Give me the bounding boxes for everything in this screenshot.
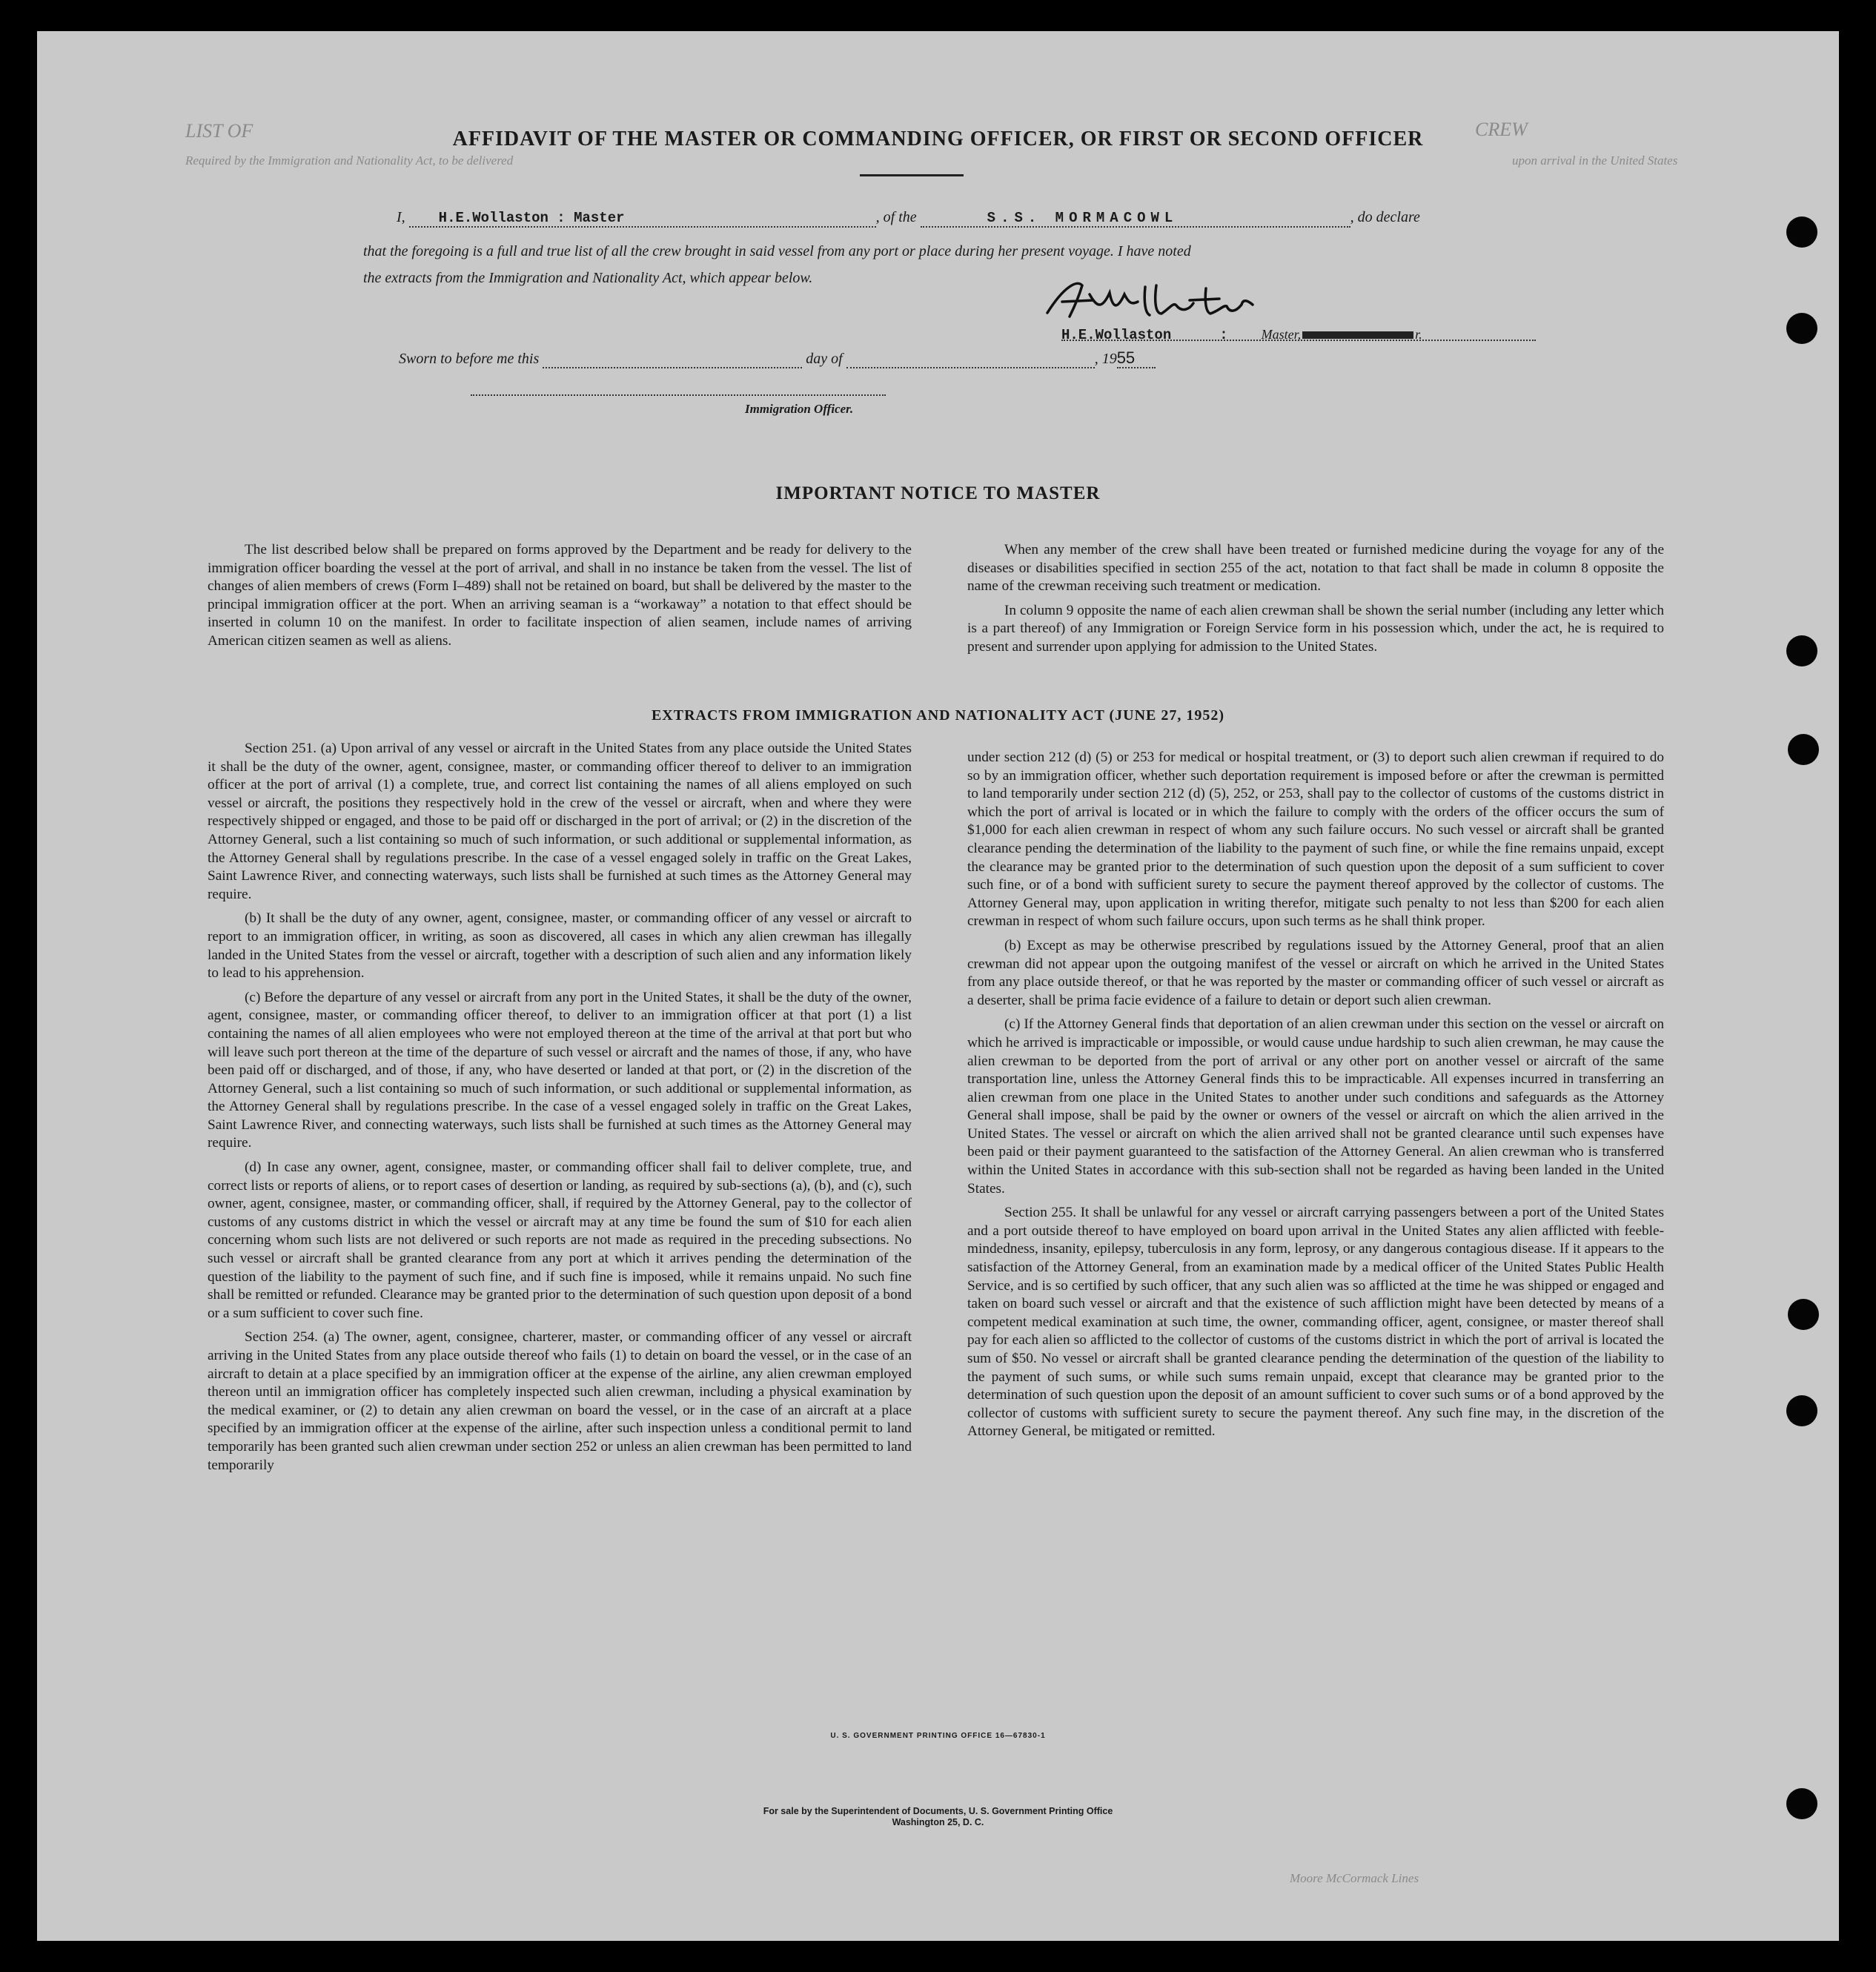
- do-declare-label: , do declare: [1350, 209, 1420, 225]
- notice-paragraph: The list described below shall be prepared on forms approved by the Department and be ready for delivery to the immigration officer boarding the vessel at the port of arrival, and shall in no instance be taken from the vessel. The list of changes of alien members of crews (Form I–489) shall not be retained on board, but shall be delivered by the master to the principal immigration officer at the port. When an arriving seaman is a “workaway” a notation to that effect should be inserted in column 10 on the manifest. In order to facilitate inspection of alien seamen, include names of arriving American citizen seamen as well as aliens.: [208, 542, 912, 649]
- punch-hole: [1786, 313, 1817, 344]
- sworn-prefix: Sworn to before me this: [399, 351, 540, 367]
- for-sale-line-1: For sale by the Superintendent of Documents, U. S. Government Printing Office: [763, 1806, 1113, 1816]
- signed-separator: :: [1219, 327, 1228, 343]
- punch-hole: [1788, 1299, 1819, 1330]
- day-of-label: day of: [806, 351, 843, 367]
- affidavit-line-1: [397, 209, 1420, 228]
- gpo-code: U. S. GOVERNMENT PRINTING OFFICE 16—67830-1: [830, 1732, 1046, 1740]
- sworn-line: [399, 348, 1156, 368]
- sworn-year: 55: [1117, 348, 1156, 368]
- of-the-label: , of the: [875, 209, 917, 225]
- year-prefix: , 19: [1094, 351, 1117, 367]
- officer-label: Immigration Officer.: [745, 402, 854, 416]
- affidavit-title: AFFIDAVIT OF THE MASTER OR COMMANDING OFFICER, OR FIRST OR SECOND OFFICER: [452, 128, 1424, 150]
- sworn-day-blank[interactable]: [543, 354, 802, 368]
- signature-line: [1061, 340, 1536, 341]
- affidavit-line-2: that the foregoing is a full and true list of all the crew brought in said vessel from any port or place during her present voyage. I have noted: [363, 243, 1191, 259]
- notice-paragraph: When any member of the crew shall have been treated or furnished medicine during the voyage for any of the diseases or disabilities specified in section 255 of the act, notation to that fact shall be made in column 8 opposite the name of the crewman receiving such treatment or medication.: [967, 542, 1664, 595]
- declarant-prefix: I,: [397, 209, 405, 225]
- bleed-through-right-sub: upon arrival in the United States: [1512, 153, 1678, 168]
- sworn-month-blank[interactable]: [846, 354, 1095, 368]
- section-251d: (d) In case any owner, agent, consignee, master, or commanding officer shall fail to deliver complete, true, and correct lists or reports of aliens, or to report cases of desertion or landing, as required by sub-sections (a), (b), and (c), such owner, agent, consignee, master, or commanding officer, shall, if required by the Attorney General, pay to the collector of customs of any customs district in which the vessel or aircraft may at any time be found the sum of $10 for each alien concerning whom such lists are not delivered or such reports are not made as required in the preceding subsections. No such vessel or aircraft shall be granted clearance from any port at which it arrives pending the determination of the question of the liability to the payment of such fine, and if such fine is imposed, while it remains unpaid. No such fine shall be remitted or refunded. Clearance may be granted prior to the determination of such question upon deposit of a bond or a sum sufficient to cover such fine.: [208, 1159, 912, 1321]
- notice-title: IMPORTANT NOTICE TO MASTER: [775, 483, 1101, 503]
- document-page: [37, 31, 1839, 1941]
- signed-title-end: r.: [1415, 327, 1422, 342]
- title-rule: [860, 174, 964, 176]
- section-254a-continued: under section 212 (d) (5) or 253 for medical or hospital treatment, or (3) to deport such alien crewman if required to do so by an immigration officer, whether such deportation requirement is imposed before or after the crewman is permitted to land temporarily under section 212 (d) (5), 252, or 253, shall pay to the collector of customs of the customs district in which the port of arrival is located or in which the failure to comply with the orders of the officer occurs the sum of $1,000 for each alien crewman in respect of whom any such failure occurs. No such vessel or aircraft shall be granted clearance pending the determination of the liability to the payment of such fine, or while the fine remains unpaid, except the clearance may be granted prior to the determination of such question upon the deposit of a sum sufficient to cover such fine, or of a bond with sufficient surety to secure the payment thereof approved by the collector of customs. The Attorney General may, upon application in writing therefor, mitigate such penalty to not less than $200 for each alien crewman in respect of whom such failure occurs, upon such terms as he shall think proper.: [967, 750, 1664, 930]
- section-251a: Section 251. (a) Upon arrival of any vessel or aircraft in the United States from any place outside the United States it shall be the duty of the owner, agent, consignee, master, or commanding officer thereof to deliver to an immigration officer at the port of arrival (1) a complete, true, and correct list containing the names of all aliens employed on such vessel or aircraft, the positions they respectively hold in the crew of the vessel or aircraft, when and where they were respectively shipped or engaged, and those to be paid off or discharged in the port of arrival; or (2) in the discretion of the Attorney General, such a list containing so much of such information, or such additional or supplemental information, as the Attorney General shall by regulations prescribe. In the case of a vessel engaged solely in traffic on the Great Lakes, Saint Lawrence River, and connecting waterways, such lists shall be furnished at such times as the Attorney General may require.: [208, 741, 912, 902]
- extracts-title: EXTRACTS FROM IMMIGRATION AND NATIONALITY ACT (JUNE 27, 1952): [651, 707, 1225, 724]
- section-254b: (b) Except as may be otherwise prescribed by regulations issued by the Attorney General, proof that an alien crewman did not appear upon the outgoing manifest of the vessel or aircraft on which he arrived in the United States from any place outside thereof, or that he was reported by the master or commanding officer of such vessel or aircraft as a deserter, shall be prima facie evidence of a failure to detain or deport such alien crewman.: [967, 937, 1664, 1008]
- section-254c: (c) If the Attorney General finds that deportation of an alien crewman under this section on the vessel or aircraft on which he arrived is impracticable or impossible, or would cause undue hardship to such alien crewman, he may cause the alien crewman to be deported from the port of arrival or any other port on another vessel or aircraft of the same transportation line, unless the Attorney General finds this to be impracticable. All expenses incurred in transferring an alien crewman from one place in the United States to another under such conditions and safeguards as the Attorney General shall impose, shall be paid by the owner or owners of the vessel or aircraft on which the alien arrived in the United States. The vessel or aircraft on which the alien arrived shall not be granted clearance until such expenses have been paid or their payment guaranteed to the satisfaction of the Attorney General. An alien crewman who is transferred within the United States in accordance with this sub-section shall not be regarded as having been landed in the United States.: [967, 1016, 1664, 1197]
- bleed-through-left-sub: Required by the Immigration and Nationality Act, to be delivered: [185, 153, 514, 168]
- bleed-through-left-header: LIST OF: [185, 120, 253, 142]
- notice-right-column: [967, 541, 1664, 657]
- punch-hole: [1788, 734, 1819, 765]
- signed-name: H.E.Wollaston: [1061, 327, 1172, 343]
- signed-title: Master,: [1261, 327, 1302, 342]
- act-left-column: [208, 740, 912, 1475]
- bleed-through-bottom: Moore McCormack Lines: [1290, 1871, 1419, 1885]
- vessel-name-field: S.S. MORMACOWL: [921, 210, 1350, 228]
- section-251c: (c) Before the departure of any vessel or aircraft from any port in the United States, it shall be the duty of the owner, agent, consignee, master, or commanding officer thereof, to deliver to an immigration officer at that port (1) a list containing the names of all alien employees who were not employed thereon at the time of the arrival at that port but who will leave such port thereon at the time of the departure of such vessel or aircraft and the names of those, if any, who have been paid off or discharged, and of those, if any, who have deserted or landed at that port, or (2) in the discretion of the Attorney General, such a list containing so much of such information, or such additional or supplemental information, as the Attorney General shall by regulations prescribe. In the case of a vessel engaged solely in traffic on the Great Lakes, Saint Lawrence River, and connecting waterways, such lists shall be furnished at such times as the Attorney General may require.: [208, 989, 912, 1151]
- punch-hole: [1786, 1395, 1817, 1426]
- officer-signature-line[interactable]: [471, 394, 886, 396]
- for-sale-notice: [37, 1806, 1839, 1828]
- for-sale-line-2: Washington 25, D. C.: [892, 1817, 984, 1827]
- punch-hole: [1786, 216, 1817, 248]
- punch-hole: [1786, 635, 1817, 666]
- section-255: Section 255. It shall be unlawful for any vessel or aircraft carrying passengers between a port of the United States and a port outside thereof to have employed on board upon arrival in the United States any alien afflicted with feeble-mindedness, insanity, epilepsy, tuberculosis in any form, leprosy, or any dangerous contagious disease. If it appears to the satisfaction of the Attorney General, from an examination made by a medical officer of the United States Public Health Service, and is so certified by such officer, that any such alien was so afflicted at the time he was shipped or engaged and taken on board such vessel or aircraft and that the existence of such affliction might have been detected by means of a competent medical examination at such time, the owner, commanding officer, agent, consignee, or master thereof shall pay for each alien so afflicted to the collector of customs of the customs district in which the port of arrival is located the sum of $50. No vessel or aircraft shall be granted clearance pending the determination of the question of the liability to the payment of such sums, or while such sums remain unpaid, except that clearance may be granted prior to the determination of such question upon the deposit of an amount sufficient to cover such sums or of a bond approved by the collector of customs with sufficient surety to secure the payment thereof. Any such fine may, in the discretion of the Attorney General, be mitigated or remitted.: [967, 1205, 1664, 1440]
- notice-paragraph: In column 9 opposite the name of each alien crewman shall be shown the serial number (including any letter which is a part thereof) of any Immigration or Foreign Service form in his possession which, under the act, he is required to present and surrender upon applying for admission to the United States.: [967, 602, 1664, 655]
- section-254a: Section 254. (a) The owner, agent, consignee, charterer, master, or commanding officer of any vessel or aircraft arriving in the United States from any place outside thereof who fails (1) to detain on board the vessel, or in the case of an aircraft to detain at a place specified by an immigration officer at the expense of the airline, any alien crewman employed thereon until an immigration officer has completely inspected such alien crewman, including a physical examination by the medical examiner, or (2) to detain any alien crewman on board the vessel, or in the case of an aircraft at a place specified by an immigration officer at the expense of the airline, after such inspection unless a conditional permit to land temporarily has been granted such alien crewman under section 252 or unless an alien crewman has been permitted to land temporarily: [208, 1329, 912, 1473]
- act-right-column: [967, 749, 1664, 1441]
- section-251b: (b) It shall be the duty of any owner, agent, consignee, master, or commanding officer of any vessel or aircraft to report to an immigration officer, in writing, as soon as discovered, all cases in which any alien crewman has illegally landed in the United States from the vessel or aircraft, together with a description of such alien and any information likely to lead to his apprehension.: [208, 910, 912, 982]
- struck-through-text: [1302, 331, 1413, 339]
- bleed-through-right-header: CREW: [1475, 119, 1528, 140]
- notice-left-column: [208, 541, 912, 651]
- punch-hole: [1786, 1788, 1817, 1819]
- declarant-field: H.E.Wollaston : Master: [409, 210, 876, 228]
- affidavit-line-3: the extracts from the Immigration and Nationality Act, which appear below.: [363, 270, 813, 286]
- handwritten-signature: [1041, 272, 1308, 331]
